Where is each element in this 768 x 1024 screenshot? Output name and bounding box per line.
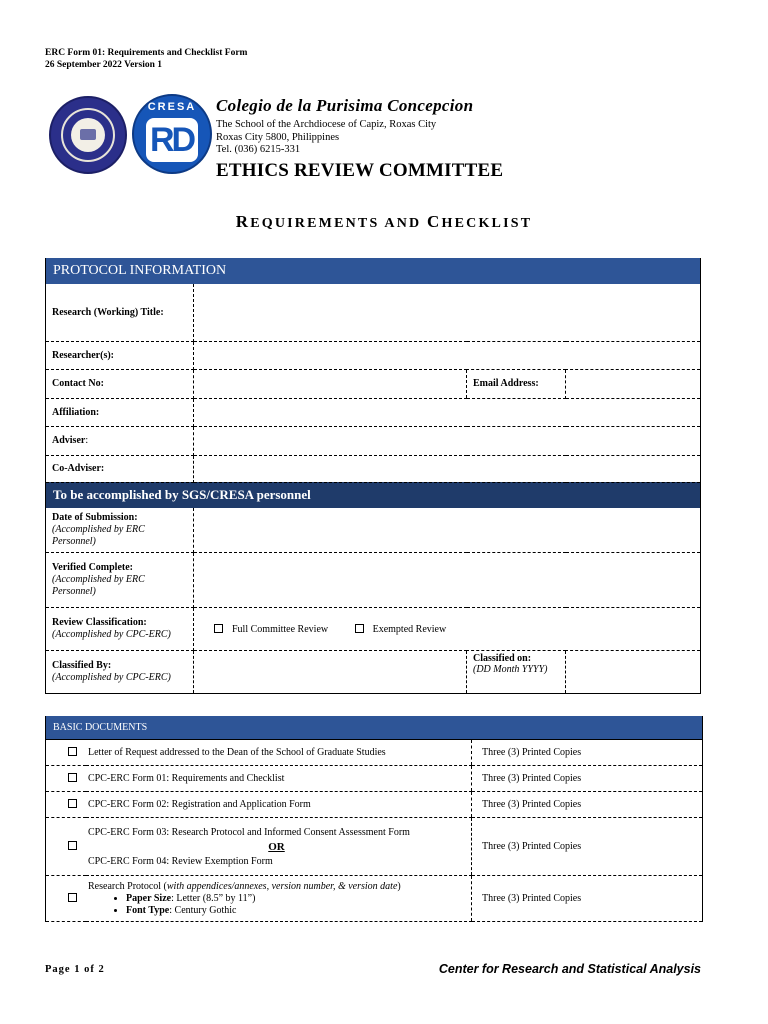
cresa-logo [132,94,212,174]
researchers-field[interactable] [194,341,701,369]
date-submission-label-text: Date of Submission: [52,511,138,523]
contact-label: Contact No: [46,369,194,398]
paper-size-value: : Letter (8.5” by 11”) [171,892,256,904]
footer-center-name: Center for Research and Statistical Analysis [438,962,701,976]
letter-request-copies: Three (3) Printed Copies [472,740,703,766]
personnel-section-header: To be accomplished by SGS/CRESA personnel [46,482,701,508]
research-protocol-copies: Three (3) Printed Copies [472,876,703,922]
review-classification-note: (Accomplished by CPC-ERC) [52,629,171,640]
co-adviser-field[interactable] [194,455,701,482]
classified-by-note: (Accomplished by CPC-ERC) [52,672,171,683]
research-protocol-checkbox[interactable] [68,893,77,902]
contact-field[interactable] [194,369,467,398]
committee-name: ETHICS REVIEW COMMITTEE [216,160,504,181]
verified-label-text: Verified Complete: [52,562,133,573]
letter-request-item: Letter of Request addressed to the Dean of the School of Graduate Studies [86,740,472,766]
form03-item: CPC-ERC Form 03: Research Protocol and Informed Consent Assessment Form [88,826,410,838]
adviser-field[interactable] [194,426,701,455]
form-meta-title: ERC Form 01: Requirements and Checklist Form [45,48,248,58]
review-classification-options [194,608,701,651]
letter-request-checkbox[interactable] [68,747,77,756]
page-number: Page 1 of 2 [45,964,105,975]
form04-item: CPC-ERC Form 04: Review Exemption Form [88,855,273,867]
email-field[interactable] [566,369,701,398]
email-label: Email Address: [467,369,566,398]
research-title-label: Research (Working) Title: [46,284,194,341]
form03-04-checkbox[interactable] [68,841,77,850]
classified-by-label [46,651,194,694]
form01-item: CPC-ERC Form 01: Requirements and Checklist [86,766,472,792]
full-committee-label: Full Committee Review [232,623,329,635]
cresa-logo-text: CRESA [147,101,197,113]
verified-field[interactable] [194,553,701,608]
review-classification-label-text: Review Classification: [52,617,147,628]
title-rest-1: EQUIREMENTS [250,216,380,231]
research-title-field[interactable] [194,284,701,341]
title-initial-1: R [235,212,251,231]
address-line-2: Roxas City 5800, Philippines [216,131,340,143]
adviser-label-colon: : [85,435,89,446]
form-meta [45,47,247,71]
form03-04-copies: Three (3) Printed Copies [472,818,703,876]
form01-checkbox[interactable] [68,773,77,782]
classified-on-note: (DD Month YYYY) [473,664,548,675]
verified-note: (Accomplished by ERC Personnel) [52,574,145,597]
date-submission-field[interactable] [194,508,701,553]
form02-copies: Three (3) Printed Copies [472,792,703,818]
paper-size-spec [126,893,465,905]
form03-04-item [86,818,472,876]
document-title [0,212,768,232]
address-line-1: The School of the Archdiocese of Capiz, Roxas City [216,119,437,130]
classified-on-label-text: Classified on: [473,653,532,664]
basic-documents-header: BASIC DOCUMENTS [46,716,703,740]
adviser-label-text: Adviser [52,435,86,446]
date-submission-note: (Accomplished by ERC Personnel) [52,523,145,547]
co-adviser-label: Co-Adviser: [46,455,194,482]
classified-by-field[interactable] [194,651,467,694]
research-protocol-text: Research Protocol ( [88,880,167,892]
school-seal-logo [49,96,127,174]
research-protocol-specs [88,893,465,917]
form02-item: CPC-ERC Form 02: Registration and Application Form [86,792,472,818]
font-type-spec [126,905,465,917]
form02-checkbox[interactable] [68,799,77,808]
college-address [216,119,436,157]
classified-on-field[interactable] [566,651,701,694]
exempted-review-checkbox[interactable] [355,624,364,633]
font-type-value: : Century Gothic [169,904,237,916]
paper-size-label: Paper Size [126,892,172,904]
review-classification-label [46,608,194,651]
form01-copies: Three (3) Printed Copies [472,766,703,792]
college-name: Colegio de la Purisima Concepcion [216,96,474,115]
title-joiner: AND [384,216,422,231]
exempted-review-label: Exempted Review [372,623,447,635]
protocol-information-table [45,258,701,694]
affiliation-field[interactable] [194,398,701,426]
form-meta-version: 26 September 2022 Version 1 [45,60,162,70]
affiliation-label: Affiliation: [46,398,194,426]
cresa-logo-mark: RD [150,121,194,159]
date-submission-label [46,508,194,553]
title-initial-2: C [427,212,442,231]
researchers-label: Researcher(s): [46,341,194,369]
font-type-label: Font Type [126,904,170,916]
classified-by-label-text: Classified By: [52,660,112,671]
research-protocol-close: ) [397,880,401,892]
address-line-3: Tel. (036) 6215-331 [216,144,301,155]
protocol-section-header: PROTOCOL INFORMATION [46,258,701,284]
title-rest-2: HECKLIST [441,216,533,231]
adviser-label [46,426,194,455]
or-separator: OR [268,840,285,853]
full-committee-checkbox[interactable] [214,624,223,633]
verified-label [46,553,194,608]
classified-on-label [467,651,566,694]
research-protocol-item [86,876,472,922]
basic-documents-table [45,716,703,922]
research-protocol-note: with appendices/annexes, version number, & version date [166,880,398,892]
